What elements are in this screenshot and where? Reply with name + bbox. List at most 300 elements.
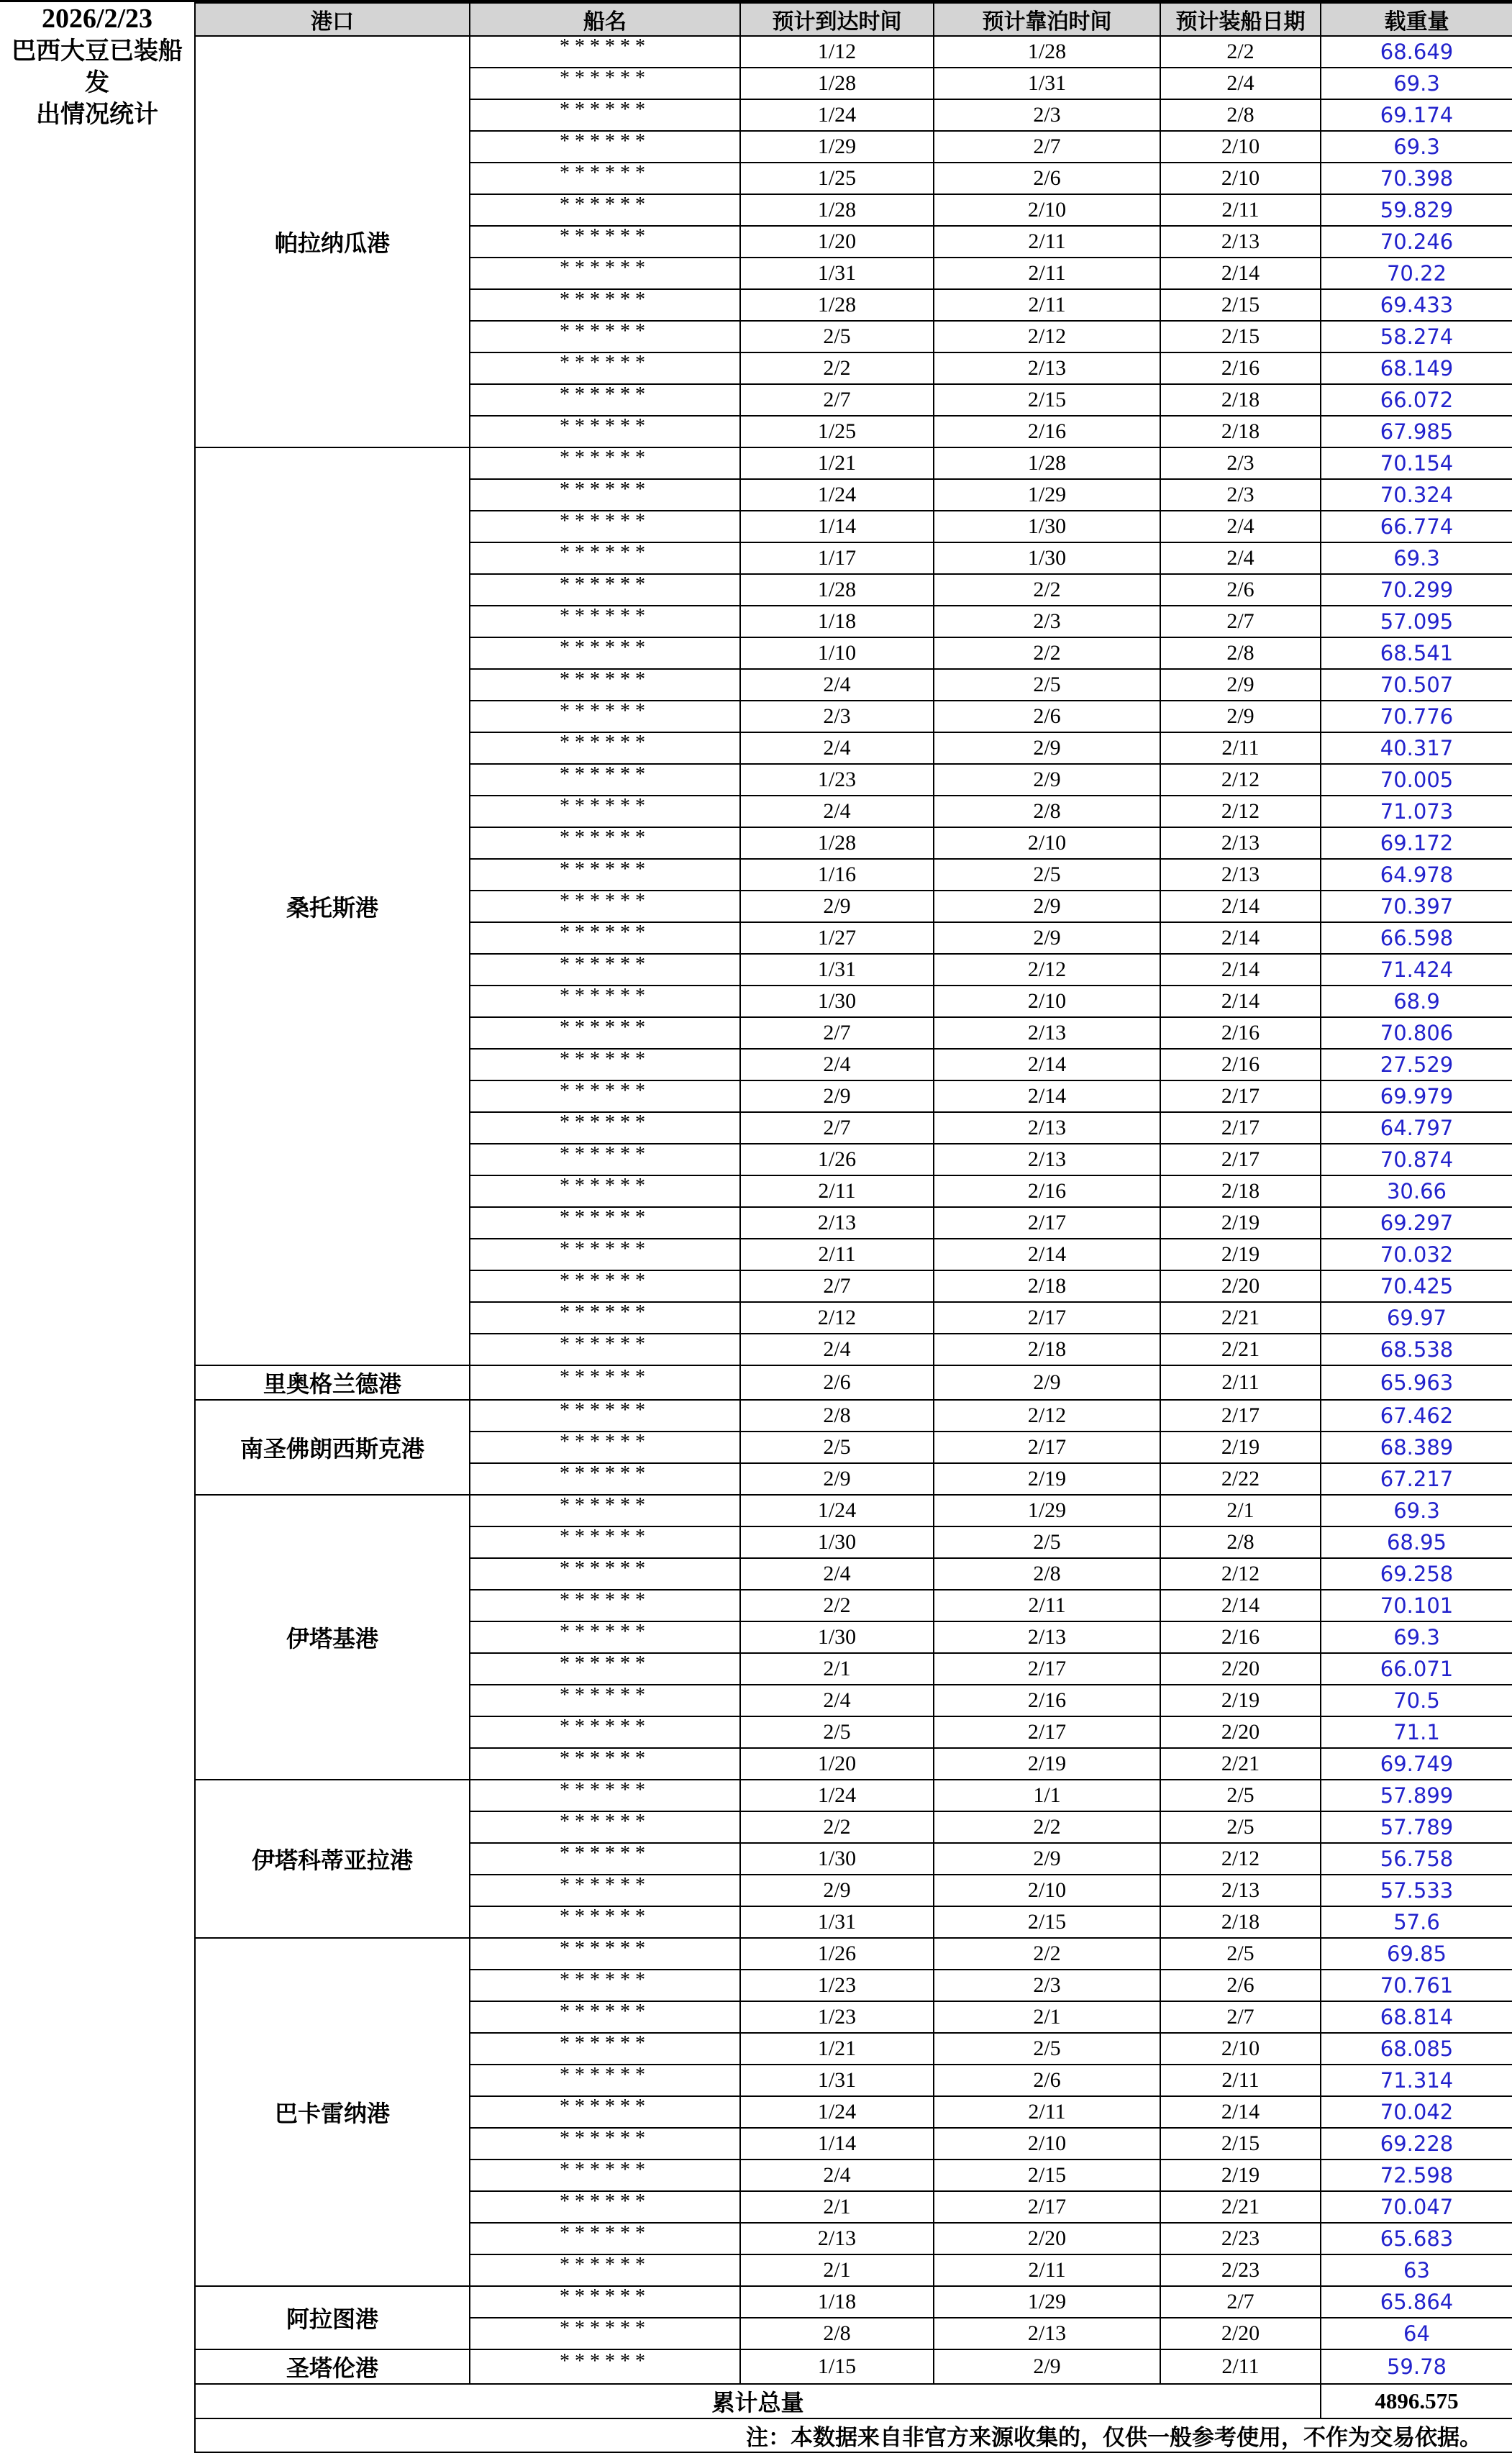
table-row xyxy=(195,1938,1512,1970)
note-row xyxy=(195,2418,1512,2452)
weight-cell: 65.963 xyxy=(1321,1365,1512,1400)
weight-cell: 68.814 xyxy=(1321,2001,1512,2033)
arrival-date-cell: 2/9 xyxy=(740,1080,934,1112)
berth-date-cell: 2/9 xyxy=(934,764,1160,796)
column-header-load: 预计装船日期 xyxy=(1160,3,1321,36)
weight-cell: 71.1 xyxy=(1321,1716,1512,1748)
port-name-cell: 桑托斯港 xyxy=(195,447,470,1365)
weight-cell: 69.3 xyxy=(1321,542,1512,574)
arrival-date-cell: 1/30 xyxy=(740,1843,934,1875)
berth-date-cell: 1/30 xyxy=(934,511,1160,542)
ship-name-cell xyxy=(470,2096,740,2128)
ship-name-cell xyxy=(470,637,740,669)
arrival-date-cell: 1/25 xyxy=(740,163,934,194)
load-date-cell: 2/19 xyxy=(1160,1432,1321,1463)
load-date-cell: 2/20 xyxy=(1160,1716,1321,1748)
arrival-date-cell: 2/1 xyxy=(740,2254,934,2286)
ship-name-masked: ****** xyxy=(560,511,650,532)
load-date-cell: 2/5 xyxy=(1160,1811,1321,1843)
berth-date-cell: 2/15 xyxy=(934,2160,1160,2191)
weight-cell: 69.3 xyxy=(1321,131,1512,163)
report-date: 2026/2/23 xyxy=(41,4,153,34)
column-header-ship: 船名 xyxy=(470,3,740,36)
ship-name-masked: ****** xyxy=(560,1843,650,1865)
ship-name-cell xyxy=(470,1526,740,1558)
ship-name-masked: ****** xyxy=(560,2286,650,2308)
weight-cell: 70.507 xyxy=(1321,669,1512,701)
weight-cell: 69.3 xyxy=(1321,68,1512,99)
ship-name-cell xyxy=(470,36,740,68)
ship-name-cell xyxy=(470,1080,740,1112)
weight-cell: 68.149 xyxy=(1321,352,1512,384)
arrival-date-cell: 1/18 xyxy=(740,2286,934,2318)
load-date-cell: 2/20 xyxy=(1160,2318,1321,2349)
load-date-cell: 2/15 xyxy=(1160,321,1321,352)
load-date-cell: 2/14 xyxy=(1160,891,1321,922)
berth-date-cell: 2/12 xyxy=(934,954,1160,986)
weight-cell: 57.6 xyxy=(1321,1906,1512,1938)
arrival-date-cell: 1/28 xyxy=(740,574,934,606)
ship-name-cell xyxy=(470,1432,740,1463)
ship-name-cell xyxy=(470,321,740,352)
berth-date-cell: 2/2 xyxy=(934,574,1160,606)
ship-name-cell xyxy=(470,2128,740,2160)
ship-name-cell xyxy=(470,2349,740,2384)
table-row xyxy=(195,1495,1512,1526)
ship-name-cell xyxy=(470,1685,740,1716)
berth-date-cell: 2/11 xyxy=(934,258,1160,289)
berth-date-cell: 2/20 xyxy=(934,2223,1160,2254)
ship-name-cell xyxy=(470,1049,740,1080)
weight-cell: 65.864 xyxy=(1321,2286,1512,2318)
weight-cell: 68.95 xyxy=(1321,1526,1512,1558)
arrival-date-cell: 1/26 xyxy=(740,1144,934,1175)
load-date-cell: 2/17 xyxy=(1160,1400,1321,1432)
arrival-date-cell: 1/25 xyxy=(740,416,934,447)
port-name-cell: 阿拉图港 xyxy=(195,2286,470,2349)
load-date-cell: 2/14 xyxy=(1160,954,1321,986)
column-header-port: 港口 xyxy=(195,3,470,36)
berth-date-cell: 2/16 xyxy=(934,416,1160,447)
disclaimer-note: 注：本数据来自非官方来源收集的，仅供一般参考使用，不作为交易依据。 xyxy=(195,2418,1512,2452)
ship-name-cell xyxy=(470,2065,740,2096)
ship-name-masked: ****** xyxy=(560,1590,650,1611)
berth-date-cell: 2/16 xyxy=(934,1685,1160,1716)
ship-name-masked: ****** xyxy=(560,1175,650,1197)
arrival-date-cell: 2/4 xyxy=(740,732,934,764)
weight-cell: 70.776 xyxy=(1321,701,1512,732)
arrival-date-cell: 1/30 xyxy=(740,986,934,1017)
ship-name-masked: ****** xyxy=(560,1495,650,1516)
load-date-cell: 2/21 xyxy=(1160,1334,1321,1365)
berth-date-cell: 2/11 xyxy=(934,289,1160,321)
ship-name-masked: ****** xyxy=(560,1526,650,1548)
load-date-cell: 2/8 xyxy=(1160,637,1321,669)
ship-name-masked: ****** xyxy=(560,1366,650,1388)
berth-date-cell: 2/14 xyxy=(934,1239,1160,1270)
weight-cell: 67.985 xyxy=(1321,416,1512,447)
ship-name-masked: ****** xyxy=(560,859,650,880)
ship-name-cell xyxy=(470,289,740,321)
berth-date-cell: 2/17 xyxy=(934,1432,1160,1463)
ship-name-masked: ****** xyxy=(560,2096,650,2118)
ship-name-cell xyxy=(470,764,740,796)
table-row xyxy=(195,447,1512,479)
weight-cell: 70.425 xyxy=(1321,1270,1512,1302)
load-date-cell: 2/9 xyxy=(1160,701,1321,732)
ship-name-masked: ****** xyxy=(560,1970,650,1991)
ship-name-cell xyxy=(470,1365,740,1400)
arrival-date-cell: 1/17 xyxy=(740,542,934,574)
weight-cell: 64.797 xyxy=(1321,1112,1512,1144)
arrival-date-cell: 2/5 xyxy=(740,321,934,352)
weight-cell: 71.314 xyxy=(1321,2065,1512,2096)
berth-date-cell: 2/13 xyxy=(934,352,1160,384)
ship-name-masked: ****** xyxy=(560,1653,650,1675)
ship-name-cell xyxy=(470,99,740,131)
berth-date-cell: 1/29 xyxy=(934,479,1160,511)
weight-cell: 69.297 xyxy=(1321,1207,1512,1239)
weight-cell: 69.97 xyxy=(1321,1302,1512,1334)
berth-date-cell: 2/10 xyxy=(934,1875,1160,1906)
arrival-date-cell: 2/8 xyxy=(740,2318,934,2349)
ship-name-cell xyxy=(470,1207,740,1239)
ship-name-masked: ****** xyxy=(560,1875,650,1896)
table-row xyxy=(195,1365,1512,1400)
ship-name-cell xyxy=(470,416,740,447)
arrival-date-cell: 2/7 xyxy=(740,1017,934,1049)
ship-name-cell xyxy=(470,1144,740,1175)
arrival-date-cell: 2/13 xyxy=(740,1207,934,1239)
ship-name-cell xyxy=(470,701,740,732)
weight-cell: 69.85 xyxy=(1321,1938,1512,1970)
port-name-cell: 南圣佛朗西斯克港 xyxy=(195,1400,470,1495)
ship-name-cell xyxy=(470,1239,740,1270)
load-date-cell: 2/6 xyxy=(1160,574,1321,606)
berth-date-cell: 2/10 xyxy=(934,827,1160,859)
ship-name-cell xyxy=(470,1017,740,1049)
load-date-cell: 2/4 xyxy=(1160,68,1321,99)
ship-name-masked: ****** xyxy=(560,1780,650,1801)
load-date-cell: 2/11 xyxy=(1160,2349,1321,2384)
ship-name-masked: ****** xyxy=(560,1049,650,1070)
arrival-date-cell: 2/2 xyxy=(740,1590,934,1621)
ship-name-cell xyxy=(470,1558,740,1590)
weight-cell: 63 xyxy=(1321,2254,1512,2286)
arrival-date-cell: 1/30 xyxy=(740,1621,934,1653)
ship-name-cell xyxy=(470,796,740,827)
load-date-cell: 2/23 xyxy=(1160,2254,1321,2286)
weight-cell: 70.398 xyxy=(1321,163,1512,194)
weight-cell: 56.758 xyxy=(1321,1843,1512,1875)
weight-cell: 59.829 xyxy=(1321,194,1512,226)
berth-date-cell: 2/14 xyxy=(934,1049,1160,1080)
arrival-date-cell: 1/31 xyxy=(740,2065,934,2096)
arrival-date-cell: 2/13 xyxy=(740,2223,934,2254)
berth-date-cell: 2/13 xyxy=(934,1112,1160,1144)
berth-date-cell: 2/17 xyxy=(934,1302,1160,1334)
ship-name-cell xyxy=(470,1653,740,1685)
load-date-cell: 2/23 xyxy=(1160,2223,1321,2254)
arrival-date-cell: 2/5 xyxy=(740,1716,934,1748)
berth-date-cell: 2/9 xyxy=(934,1365,1160,1400)
ship-name-cell xyxy=(470,2254,740,2286)
berth-date-cell: 2/13 xyxy=(934,1017,1160,1049)
arrival-date-cell: 1/23 xyxy=(740,1970,934,2001)
berth-date-cell: 2/15 xyxy=(934,384,1160,416)
report-title-line-2: 出情况统计 xyxy=(36,101,158,128)
arrival-date-cell: 2/2 xyxy=(740,352,934,384)
arrival-date-cell: 1/14 xyxy=(740,2128,934,2160)
load-date-cell: 2/16 xyxy=(1160,352,1321,384)
load-date-cell: 2/20 xyxy=(1160,1653,1321,1685)
ship-name-cell xyxy=(470,606,740,637)
berth-date-cell: 2/19 xyxy=(934,1748,1160,1780)
arrival-date-cell: 1/12 xyxy=(740,36,934,68)
load-date-cell: 2/21 xyxy=(1160,2191,1321,2223)
load-date-cell: 2/17 xyxy=(1160,1112,1321,1144)
arrival-date-cell: 1/30 xyxy=(740,1526,934,1558)
weight-cell: 69.172 xyxy=(1321,827,1512,859)
berth-date-cell: 2/2 xyxy=(934,637,1160,669)
ship-name-masked: ****** xyxy=(560,321,650,342)
ship-name-cell xyxy=(470,669,740,701)
arrival-date-cell: 2/4 xyxy=(740,796,934,827)
weight-cell: 68.649 xyxy=(1321,36,1512,68)
ship-name-masked: ****** xyxy=(560,1270,650,1292)
berth-date-cell: 2/6 xyxy=(934,701,1160,732)
weight-cell: 58.274 xyxy=(1321,321,1512,352)
berth-date-cell: 2/11 xyxy=(934,2096,1160,2128)
ship-name-cell xyxy=(470,2160,740,2191)
arrival-date-cell: 2/9 xyxy=(740,891,934,922)
load-date-cell: 2/19 xyxy=(1160,1207,1321,1239)
ship-name-cell xyxy=(470,1811,740,1843)
ship-name-masked: ****** xyxy=(560,2350,650,2372)
ship-name-masked: ****** xyxy=(560,2160,650,2181)
ship-name-cell xyxy=(470,1970,740,2001)
ship-name-cell xyxy=(470,1875,740,1906)
ship-name-masked: ****** xyxy=(560,226,650,247)
weight-cell: 66.072 xyxy=(1321,384,1512,416)
arrival-date-cell: 1/21 xyxy=(740,447,934,479)
berth-date-cell: 2/19 xyxy=(934,1463,1160,1495)
ship-name-cell xyxy=(470,2033,740,2065)
ship-name-cell xyxy=(470,732,740,764)
berth-date-cell: 1/28 xyxy=(934,447,1160,479)
berth-date-cell: 2/11 xyxy=(934,226,1160,258)
column-header-weight: 载重量 xyxy=(1321,3,1512,36)
port-name-cell: 伊塔科蒂亚拉港 xyxy=(195,1780,470,1938)
weight-cell: 70.299 xyxy=(1321,574,1512,606)
ship-name-cell xyxy=(470,1780,740,1811)
load-date-cell: 2/18 xyxy=(1160,416,1321,447)
ship-name-masked: ****** xyxy=(560,2065,650,2086)
weight-cell: 40.317 xyxy=(1321,732,1512,764)
ship-name-masked: ****** xyxy=(560,1748,650,1770)
load-date-cell: 2/19 xyxy=(1160,1685,1321,1716)
ship-name-cell xyxy=(470,1938,740,1970)
arrival-date-cell: 2/4 xyxy=(740,1049,934,1080)
ship-name-cell xyxy=(470,1112,740,1144)
arrival-date-cell: 1/24 xyxy=(740,1495,934,1526)
load-date-cell: 2/10 xyxy=(1160,2033,1321,2065)
arrival-date-cell: 1/31 xyxy=(740,258,934,289)
weight-cell: 72.598 xyxy=(1321,2160,1512,2191)
berth-date-cell: 2/12 xyxy=(934,321,1160,352)
arrival-date-cell: 1/29 xyxy=(740,131,934,163)
berth-date-cell: 2/17 xyxy=(934,1207,1160,1239)
berth-date-cell: 2/13 xyxy=(934,2318,1160,2349)
ship-name-masked: ****** xyxy=(560,194,650,216)
load-date-cell: 2/15 xyxy=(1160,289,1321,321)
berth-date-cell: 2/2 xyxy=(934,1938,1160,1970)
load-date-cell: 2/21 xyxy=(1160,1748,1321,1780)
berth-date-cell: 2/6 xyxy=(934,163,1160,194)
berth-date-cell: 1/28 xyxy=(934,36,1160,68)
report-title-line-1: 巴西大豆已装船发 xyxy=(12,37,183,96)
ship-name-masked: ****** xyxy=(560,447,650,469)
load-date-cell: 2/4 xyxy=(1160,542,1321,574)
ship-name-cell xyxy=(470,258,740,289)
berth-date-cell: 2/9 xyxy=(934,1843,1160,1875)
weight-cell: 67.217 xyxy=(1321,1463,1512,1495)
ship-name-cell xyxy=(470,1463,740,1495)
ship-name-masked: ****** xyxy=(560,1017,650,1039)
ship-name-masked: ****** xyxy=(560,1685,650,1706)
berth-date-cell: 1/31 xyxy=(934,68,1160,99)
table-body xyxy=(195,36,1512,2384)
total-label: 累计总量 xyxy=(195,2384,1321,2418)
load-date-cell: 2/21 xyxy=(1160,1302,1321,1334)
weight-cell: 68.389 xyxy=(1321,1432,1512,1463)
load-date-cell: 2/17 xyxy=(1160,1144,1321,1175)
weight-cell: 68.541 xyxy=(1321,637,1512,669)
load-date-cell: 2/12 xyxy=(1160,1843,1321,1875)
load-date-cell: 2/11 xyxy=(1160,2065,1321,2096)
arrival-date-cell: 1/24 xyxy=(740,99,934,131)
load-date-cell: 2/4 xyxy=(1160,511,1321,542)
weight-cell: 57.533 xyxy=(1321,1875,1512,1906)
ship-name-masked: ****** xyxy=(560,701,650,722)
berth-date-cell: 1/30 xyxy=(934,542,1160,574)
report-title-block xyxy=(0,2,194,2439)
weight-cell: 69.3 xyxy=(1321,1495,1512,1526)
load-date-cell: 2/13 xyxy=(1160,226,1321,258)
arrival-date-cell: 2/6 xyxy=(740,1365,934,1400)
berth-date-cell: 2/3 xyxy=(934,606,1160,637)
berth-date-cell: 2/3 xyxy=(934,99,1160,131)
column-header-berth: 预计靠泊时间 xyxy=(934,3,1160,36)
port-name-cell: 里奥格兰德港 xyxy=(195,1365,470,1400)
weight-cell: 71.424 xyxy=(1321,954,1512,986)
load-date-cell: 2/15 xyxy=(1160,2128,1321,2160)
ship-name-masked: ****** xyxy=(560,1716,650,1738)
ship-name-cell xyxy=(470,1270,740,1302)
table-row xyxy=(195,1400,1512,1432)
ship-name-masked: ****** xyxy=(560,1811,650,1833)
berth-date-cell: 2/1 xyxy=(934,2001,1160,2033)
weight-cell: 69.258 xyxy=(1321,1558,1512,1590)
weight-cell: 68.9 xyxy=(1321,986,1512,1017)
berth-date-cell: 2/2 xyxy=(934,1811,1160,1843)
ship-name-masked: ****** xyxy=(560,574,650,596)
ship-name-cell xyxy=(470,479,740,511)
ship-name-masked: ****** xyxy=(560,1906,650,1928)
berth-date-cell: 2/3 xyxy=(934,1970,1160,2001)
load-date-cell: 2/12 xyxy=(1160,1558,1321,1590)
arrival-date-cell: 1/28 xyxy=(740,68,934,99)
berth-date-cell: 2/14 xyxy=(934,1080,1160,1112)
ship-name-cell xyxy=(470,1748,740,1780)
ship-name-cell xyxy=(470,1334,740,1365)
ship-name-masked: ****** xyxy=(560,891,650,912)
berth-date-cell: 2/17 xyxy=(934,1716,1160,1748)
load-date-cell: 2/14 xyxy=(1160,922,1321,954)
ship-name-masked: ****** xyxy=(560,1112,650,1134)
ship-name-cell xyxy=(470,1495,740,1526)
arrival-date-cell: 2/5 xyxy=(740,1432,934,1463)
weight-cell: 70.042 xyxy=(1321,2096,1512,2128)
load-date-cell: 2/13 xyxy=(1160,859,1321,891)
weight-cell: 70.874 xyxy=(1321,1144,1512,1175)
ship-name-cell xyxy=(470,194,740,226)
ship-name-cell xyxy=(470,384,740,416)
ship-name-masked: ****** xyxy=(560,2033,650,2054)
load-date-cell: 2/3 xyxy=(1160,479,1321,511)
weight-cell: 69.979 xyxy=(1321,1080,1512,1112)
berth-date-cell: 2/18 xyxy=(934,1270,1160,1302)
weight-cell: 59.78 xyxy=(1321,2349,1512,2384)
ship-name-masked: ****** xyxy=(560,1239,650,1260)
arrival-date-cell: 2/11 xyxy=(740,1239,934,1270)
load-date-cell: 2/13 xyxy=(1160,827,1321,859)
weight-cell: 66.774 xyxy=(1321,511,1512,542)
weight-cell: 69.3 xyxy=(1321,1621,1512,1653)
ship-name-masked: ****** xyxy=(560,36,650,58)
berth-date-cell: 2/8 xyxy=(934,1558,1160,1590)
ship-name-masked: ****** xyxy=(560,1558,650,1580)
ship-name-cell xyxy=(470,1400,740,1432)
load-date-cell: 2/9 xyxy=(1160,669,1321,701)
load-date-cell: 2/16 xyxy=(1160,1049,1321,1080)
ship-name-masked: ****** xyxy=(560,99,650,121)
berth-date-cell: 2/5 xyxy=(934,2033,1160,2065)
load-date-cell: 2/12 xyxy=(1160,764,1321,796)
berth-date-cell: 2/17 xyxy=(934,2191,1160,2223)
arrival-date-cell: 1/24 xyxy=(740,1780,934,1811)
port-name-cell: 巴卡雷纳港 xyxy=(195,1938,470,2286)
header-row xyxy=(195,3,1512,36)
table-row xyxy=(195,2286,1512,2318)
berth-date-cell: 2/13 xyxy=(934,1621,1160,1653)
berth-date-cell: 2/13 xyxy=(934,1144,1160,1175)
load-date-cell: 2/7 xyxy=(1160,2001,1321,2033)
weight-cell: 66.071 xyxy=(1321,1653,1512,1685)
ship-name-masked: ****** xyxy=(560,542,650,564)
load-date-cell: 2/1 xyxy=(1160,1495,1321,1526)
arrival-date-cell: 1/14 xyxy=(740,511,934,542)
arrival-date-cell: 1/28 xyxy=(740,194,934,226)
arrival-date-cell: 1/23 xyxy=(740,2001,934,2033)
load-date-cell: 2/20 xyxy=(1160,1270,1321,1302)
arrival-date-cell: 1/16 xyxy=(740,859,934,891)
arrival-date-cell: 1/27 xyxy=(740,922,934,954)
ship-name-masked: ****** xyxy=(560,2254,650,2276)
ship-name-cell xyxy=(470,542,740,574)
berth-date-cell: 1/29 xyxy=(934,2286,1160,2318)
arrival-date-cell: 2/4 xyxy=(740,1685,934,1716)
